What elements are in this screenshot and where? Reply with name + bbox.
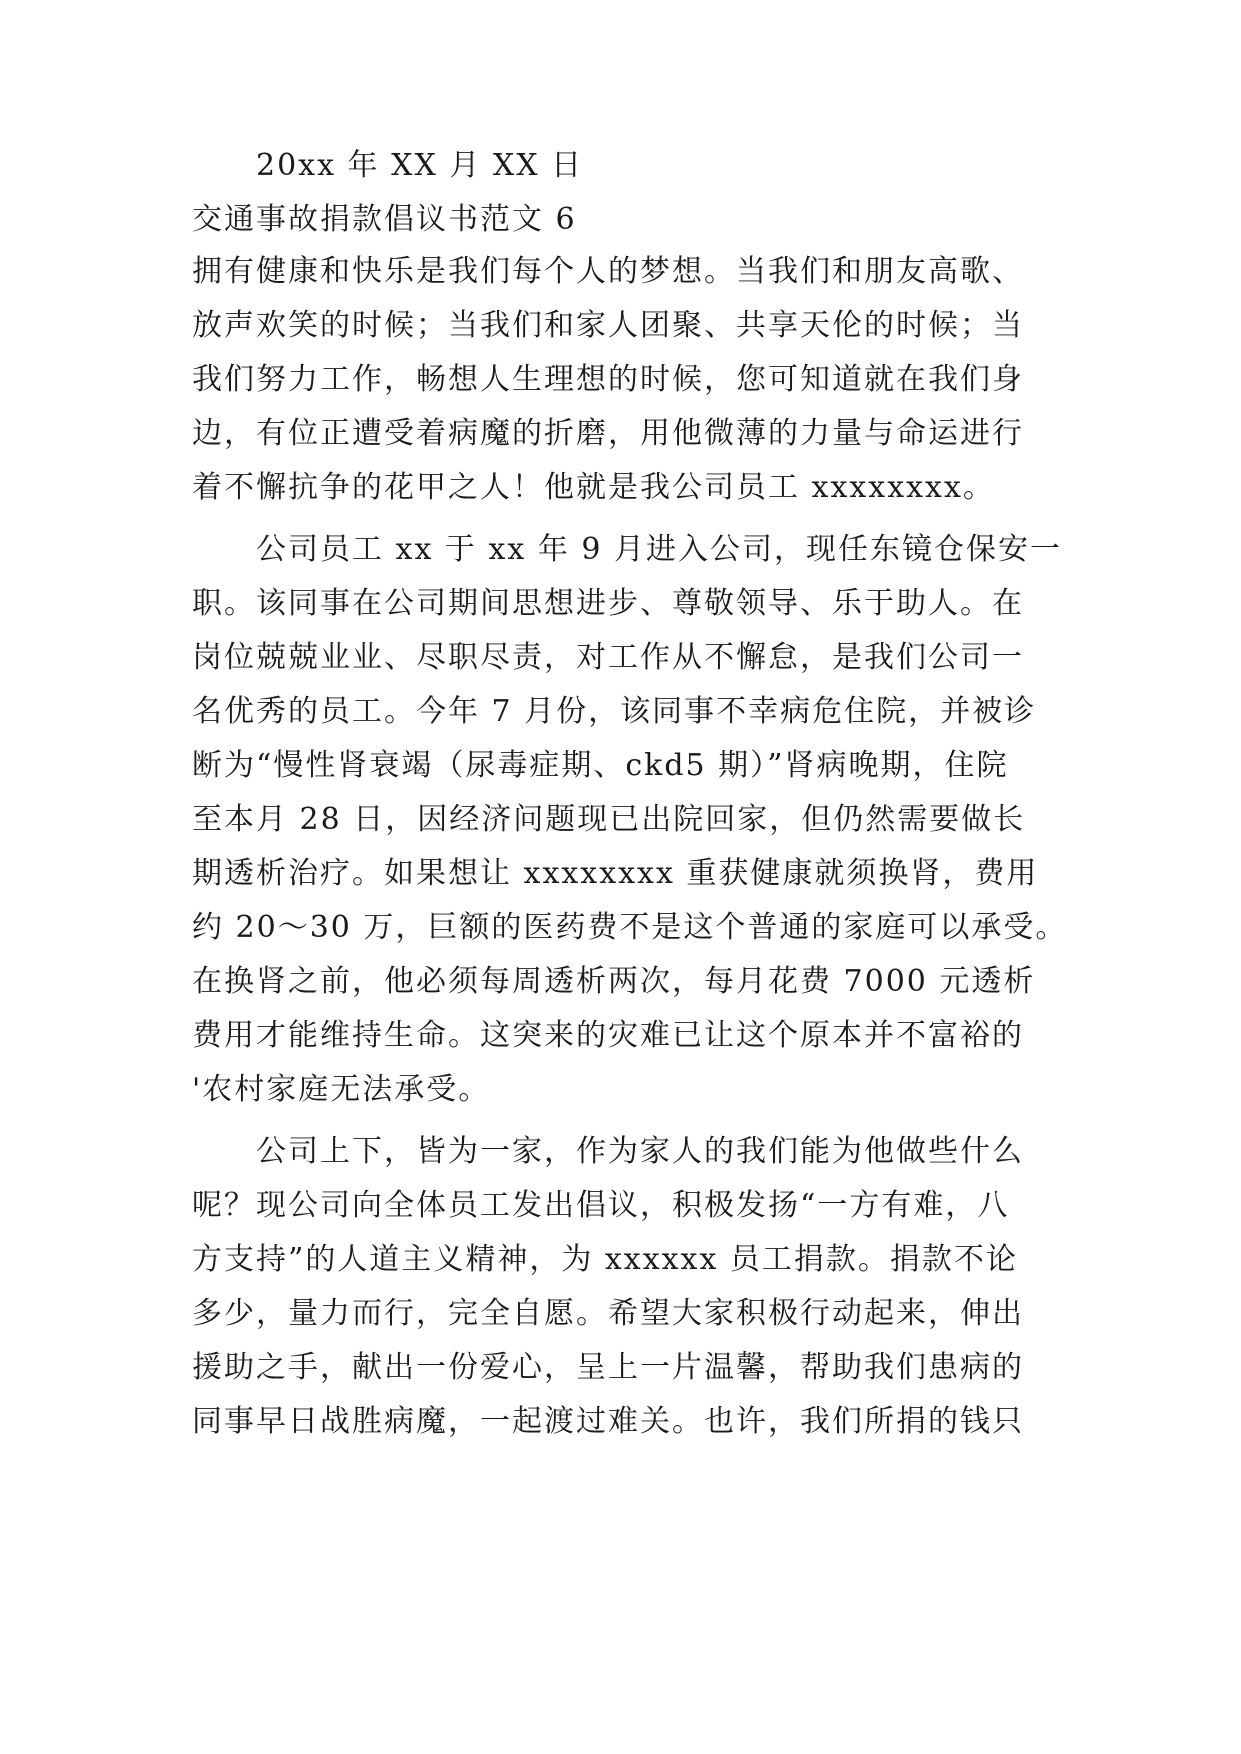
text-line: 期透析治疗。如果想让 xxxxxxxx 重获健康就须换肾，费用 [192,856,1039,891]
document-title: 交通事故捐款倡议书范文 6 [192,202,577,237]
date-line: 20xx 年 XX 月 XX 日 [256,148,584,183]
text-line: 岗位兢兢业业、尽职尽责，对工作从不懈怠，是我们公司一 [192,640,1024,675]
text-line: 援助之手，献出一份爱心，呈上一片温馨，帮助我们患病的 [192,1350,1024,1385]
text-line: 费用才能维持生命。这突来的灾难已让这个原本并不富裕的 [192,1018,1024,1053]
text-line: 方支持”的人道主义精神，为 xxxxxx 员工捐款。捐款不论 [192,1242,1018,1277]
text-line: 职。该同事在公司期间思想进步、尊敬领导、乐于助人。在 [192,586,1024,621]
text-line: 同事早日战胜病魔，一起渡过难关。也许，我们所捐的钱只 [192,1404,1024,1439]
text-line: 拥有健康和快乐是我们每个人的梦想。当我们和朋友高歌、 [192,254,1024,289]
text-line: 着不懈抗争的花甲之人！他就是我公司员工 xxxxxxxx。 [192,470,995,505]
text-line: 呢？现公司向全体员工发出倡议，积极发扬“一方有难，八 [192,1188,1010,1223]
text-line: 公司员工 xx 于 xx 年 9 月进入公司，现任东镜仓保安一 [256,532,1062,567]
text-line: 我们努力工作，畅想人生理想的时候，您可知道就在我们身 [192,362,1024,397]
text-line: 公司上下，皆为一家，作为家人的我们能为他做些什么 [256,1134,1024,1169]
text-line: 多少，量力而行，完全自愿。希望大家积极行动起来，伸出 [192,1296,1024,1331]
text-line: 约 20～30 万，巨额的医药费不是这个普通的家庭可以承受。 [192,910,1068,945]
text-line: 至本月 28 日，因经济问题现已出院回家，但仍然需要做长 [192,802,1026,837]
text-line: 放声欢笑的时候；当我们和家人团聚、共享天伦的时候；当 [192,308,1024,343]
text-line: 断为“慢性肾衰竭（尿毒症期、ckd5 期）”肾病晚期，住院 [192,748,1009,783]
text-line: 边，有位正遭受着病魔的折磨，用他微薄的力量与命运进行 [192,416,1024,451]
text-line: '农村家庭无法承受。 [192,1072,491,1107]
text-line: 名优秀的员工。今年 7 月份，该同事不幸病危住院，并被诊 [192,694,1037,729]
text-line: 在换肾之前，他必须每周透析两次，每月花费 7000 元透析 [192,964,1036,999]
